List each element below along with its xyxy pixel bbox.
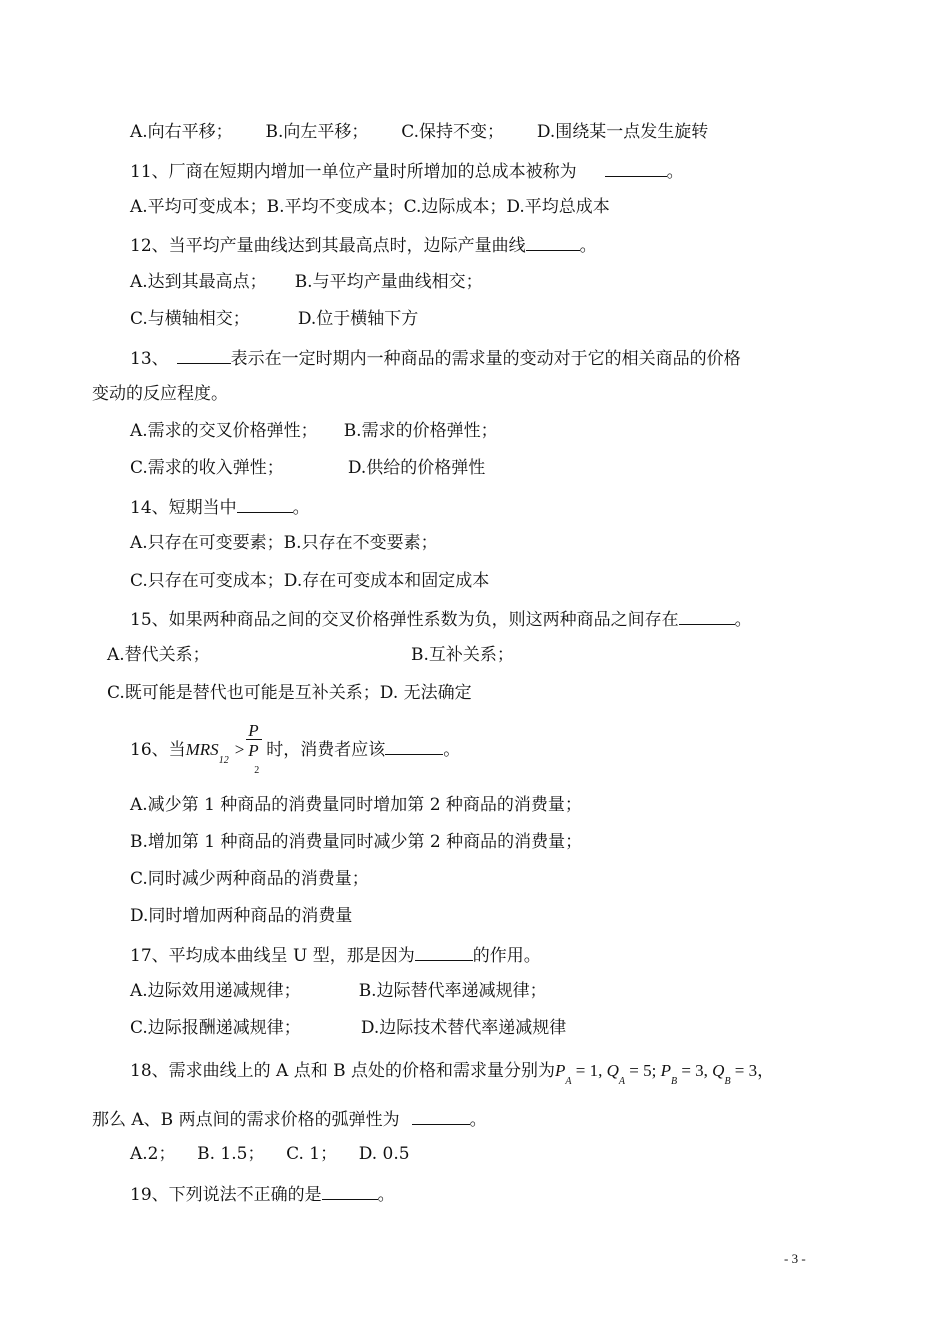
formula-mrs: MRS [185,740,219,759]
question-16-option-c: C.同时减少两种商品的消费量； [130,869,369,889]
formula-q: Q [606,1061,619,1080]
question-13-continued: 变动的反应程度。 [92,384,228,404]
question-text: 14、短期当中 [130,498,237,518]
answer-blank [237,496,293,513]
answer-blank [412,1108,470,1125]
question-text: 18、需求曲线上的 A 点和 B 点处的价格和需求量分别为 [130,1061,556,1081]
question-text: 19、下列说法不正确的是 [130,1185,322,1205]
question-18 [130,1061,775,1087]
question-14-options-cd: C.只存在可变成本；D.存在可变成本和固定成本 [130,571,490,591]
option-b: B.边际替代率递减规律； [358,981,547,1001]
question-11 [130,160,684,182]
formula-eq: = 3 [730,1061,758,1080]
option-d: D.供给的价格弹性 [347,458,486,478]
formula-eq: = 1, [571,1061,607,1080]
punct: 。 [666,162,684,182]
question-text: 16、当 [130,740,186,760]
answer-blank [415,944,473,961]
question-12-options-cd [130,309,418,329]
formula-subscript-a: A [565,1076,572,1087]
formula-subscript-b: B [724,1076,731,1087]
formula-gt: > [234,740,245,759]
punct: 。 [377,1185,395,1205]
option-b: B.需求的价格弹性； [343,421,498,441]
option-a: A.达到其最高点； [130,272,267,292]
punct: 。 [469,1110,487,1130]
option-line [130,122,708,142]
option-c: C.边际报酬递减规律； [130,1018,301,1038]
question-text-2: 时，消费者应该 [266,740,386,760]
question-13 [130,347,741,369]
page-number: - 3 - [784,1251,806,1266]
question-13-options-ab [130,421,498,441]
question-12-options-ab [130,272,483,292]
option-a: A.需求的交叉价格弹性； [130,421,318,441]
punct: 。 [734,610,752,630]
question-12 [130,234,597,256]
answer-blank [526,234,580,251]
option-a: A.边际效用递减规律； [130,981,301,1001]
answer-blank [679,608,735,625]
question-text: 17、平均成本曲线呈 U 型，那是因为 [130,946,415,966]
fraction-subscript: 2 [254,765,260,776]
option-d: D.边际技术替代率递减规律 [360,1018,567,1038]
question-15-option-a: A.替代关系； [107,645,210,665]
formula-p: P [555,1061,566,1080]
question-text: 那么 A、B 两点间的需求价格的弧弹性为 [92,1110,400,1130]
question-text-2: 的作用。 [472,946,541,966]
question-text: 11、厂商在短期内增加一单位产量时所增加的总成本被称为 [130,162,577,182]
punct: 。 [292,498,310,518]
fraction-numerator: P [248,721,259,740]
question-16-option-b: B.增加第 1 种商品的消费量同时减少第 2 种商品的消费量； [130,832,583,852]
question-17-options-cd [130,1018,566,1038]
option-d: D.位于横轴下方 [297,309,419,329]
question-16 [130,721,461,776]
question-15-option-b: B.互补关系； [411,645,514,665]
question-17 [130,944,541,966]
formula-subscript-a: A [618,1076,625,1087]
question-17-options-ab [130,981,547,1001]
option-b: B.与平均产量曲线相交； [294,272,483,292]
fraction-denominator: P [248,741,259,760]
punct: 。 [443,740,461,760]
question-14-options-ab: A.只存在可变要素；B.只存在不变要素； [130,533,438,553]
question-13-options-cd [130,458,485,478]
option-c: C.保持不变； [401,122,505,142]
formula-p: P [660,1061,671,1080]
question-15-options-cd: C.既可能是替代也可能是互补关系；D. 无法确定 [107,683,472,703]
formula-fraction [244,721,266,776]
question-text: 表示在一定时期内一种商品的需求量的变动对于它的相关商品的价格 [230,349,741,369]
punct: 。 [579,236,597,256]
fraction-bar [246,739,262,740]
option-c: C.需求的收入弹性； [130,458,284,478]
question-text: 15、如果两种商品之间的交叉价格弹性系数为负，则这两种商品之间存在 [130,610,679,630]
answer-blank [605,160,667,177]
question-15 [130,608,752,630]
formula-subscript-b: B [670,1076,678,1087]
question-16-option-a: A.减少第 1 种商品的消费量同时增加第 2 种商品的消费量； [130,795,582,815]
formula-q: Q [712,1061,725,1080]
option-b: B.向左平移； [265,122,369,142]
answer-blank [385,738,443,755]
formula-eq: = 3, [677,1061,713,1080]
question-19 [130,1183,395,1205]
question-18-continued [92,1108,487,1130]
option-d: D.围绕某一点发生旋转 [536,122,709,142]
option-a: A.向右平移； [130,122,233,142]
question-18-options: A.2； B. 1.5； C. 1； D. 0.5 [130,1144,410,1164]
question-11-options: A.平均可变成本；B.平均不变成本；C.边际成本；D.平均总成本 [130,197,610,217]
option-c: C.与横轴相交； [130,309,250,329]
formula-subscript: 12 [218,755,229,766]
punct: ， [757,1061,775,1081]
question-16-option-d: D.同时增加两种商品的消费量 [130,906,353,926]
formula-eq: = 5; [625,1061,661,1080]
answer-blank [322,1183,378,1200]
question-14 [130,496,310,518]
answer-blank [177,347,231,364]
question-number: 13、 [130,349,169,369]
question-text: 12、当平均产量曲线达到其最高点时，边际产量曲线 [130,236,526,256]
